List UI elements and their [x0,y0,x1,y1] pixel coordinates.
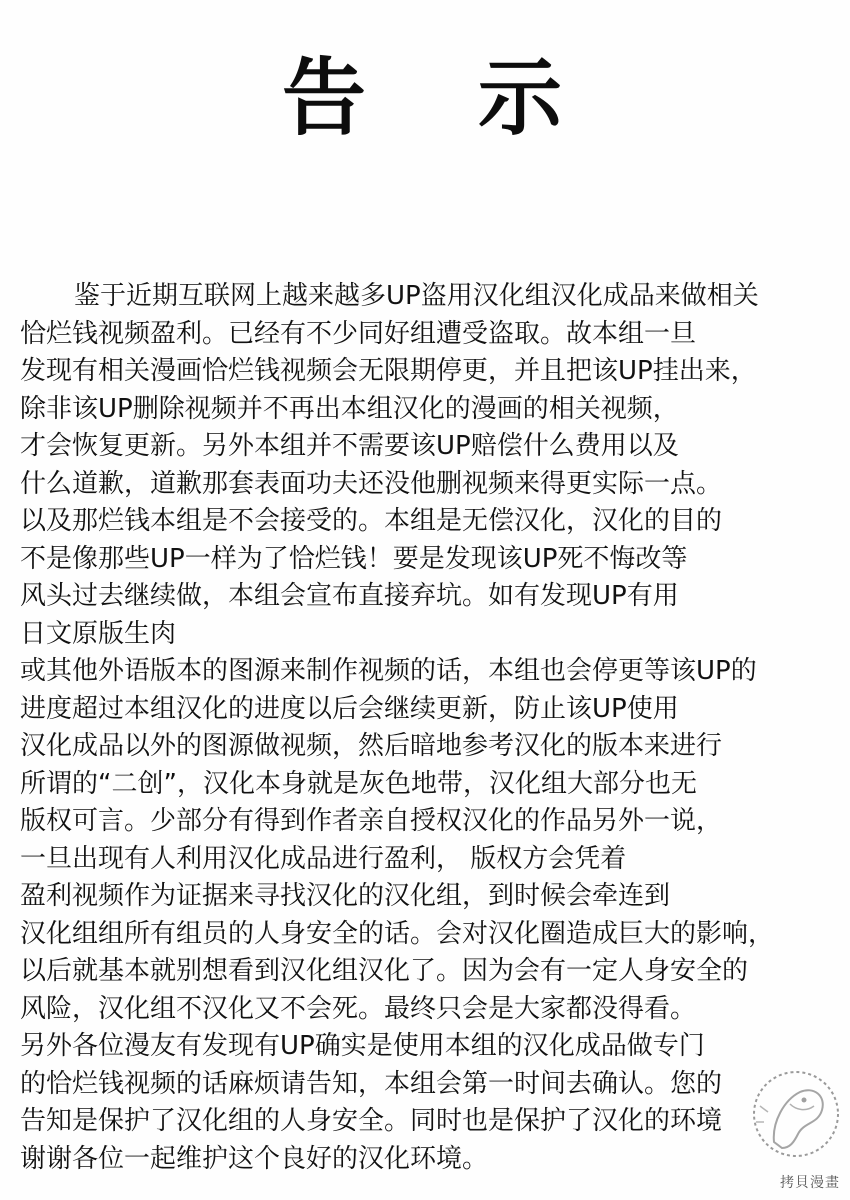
text-line: 日文原版生肉 [20,618,177,649]
title-char-1: 告 [282,49,367,147]
text-line: 版权可言。少部分有得到作者亲自授权汉化的作品另外一说， [20,806,723,836]
text-line: 谢谢各位一起维护这个良好的汉化环境。 [20,1143,489,1174]
text-line: 恰烂钱视频盈利。已经有不少同好组遭受盗取。故本组一旦 [20,318,697,349]
text-line: 的恰烂钱视频的话麻烦请告知，本组会第一时间去确认。您的 [20,1068,723,1099]
text-line: 不是像那些UP一样为了恰烂钱！要是发现该UP死不悔改等 [20,543,688,574]
text-line: 以后就基本就别想看到汉化组汉化了。因为会有一定人身安全的 [20,956,749,986]
text-line: 另外各位漫友有发现有UP确实是使用本组的汉化成品做专门 [20,1031,705,1061]
text-line: 告知是保护了汉化组的人身安全。同时也是保护了汉化的环境 [20,1106,723,1136]
notice-title [0,48,850,148]
text-line: 才会恢复更新。另外本组并不需要该UP赔偿什么费用以及 [20,431,679,461]
text-line: 盈利视频作为证据来寻找汉化的汉化组，到时候会牵连到 [20,881,671,911]
text-line: 风头过去继续做，本组会宣布直接弃坑。如有发现UP有用 [20,581,679,611]
text-line: 一旦出现有人利用汉化成品进行盈利， 版权方会凭着 [20,843,627,874]
text-line: 进度超过本组汉化的进度以后会继续更新，防止该UP使用 [20,693,679,724]
text-line: 风险，汉化组不汉化又不会死。最终只会是大家都没得看。 [20,993,697,1024]
text-line: 汉化成品以外的图源做视频，然后暗地参考汉化的版本来进行 [20,731,723,761]
text-line: 发现有相关漫画恰烂钱视频会无限期停更，并且把该UP挂出来， [20,356,757,386]
watermark [734,1052,844,1192]
text-line: 所谓的“二创”，汉化本身就是灰色地带，汉化组大部分也无 [20,768,697,799]
text-line: 鉴于近期互联网上越来越多UP盗用汉化组汉化成品来做相关 [74,281,759,311]
text-line: 什么道歉，道歉那套表面功夫还没他删视频来得更实际一点。 [20,468,723,499]
text-line: 汉化组组所有组员的人身安全的话。会对汉化圈造成巨大的影响， [20,918,775,949]
watermark-label: 拷貝漫畫 [780,1175,840,1191]
text-line: 以及那烂钱本组是不会接受的。本组是无偿汉化，汉化的目的 [20,506,723,536]
text-line: 或其他外语版本的图源来制作视频的话，本组也会停更等该UP的 [20,656,757,686]
text-line: 除非该UP删除视频并不再出本组汉化的漫画的相关视频， [20,393,679,424]
watermark-emblem-icon [734,1052,844,1172]
title-char-2: 示 [478,49,563,147]
notice-body [20,278,850,1178]
